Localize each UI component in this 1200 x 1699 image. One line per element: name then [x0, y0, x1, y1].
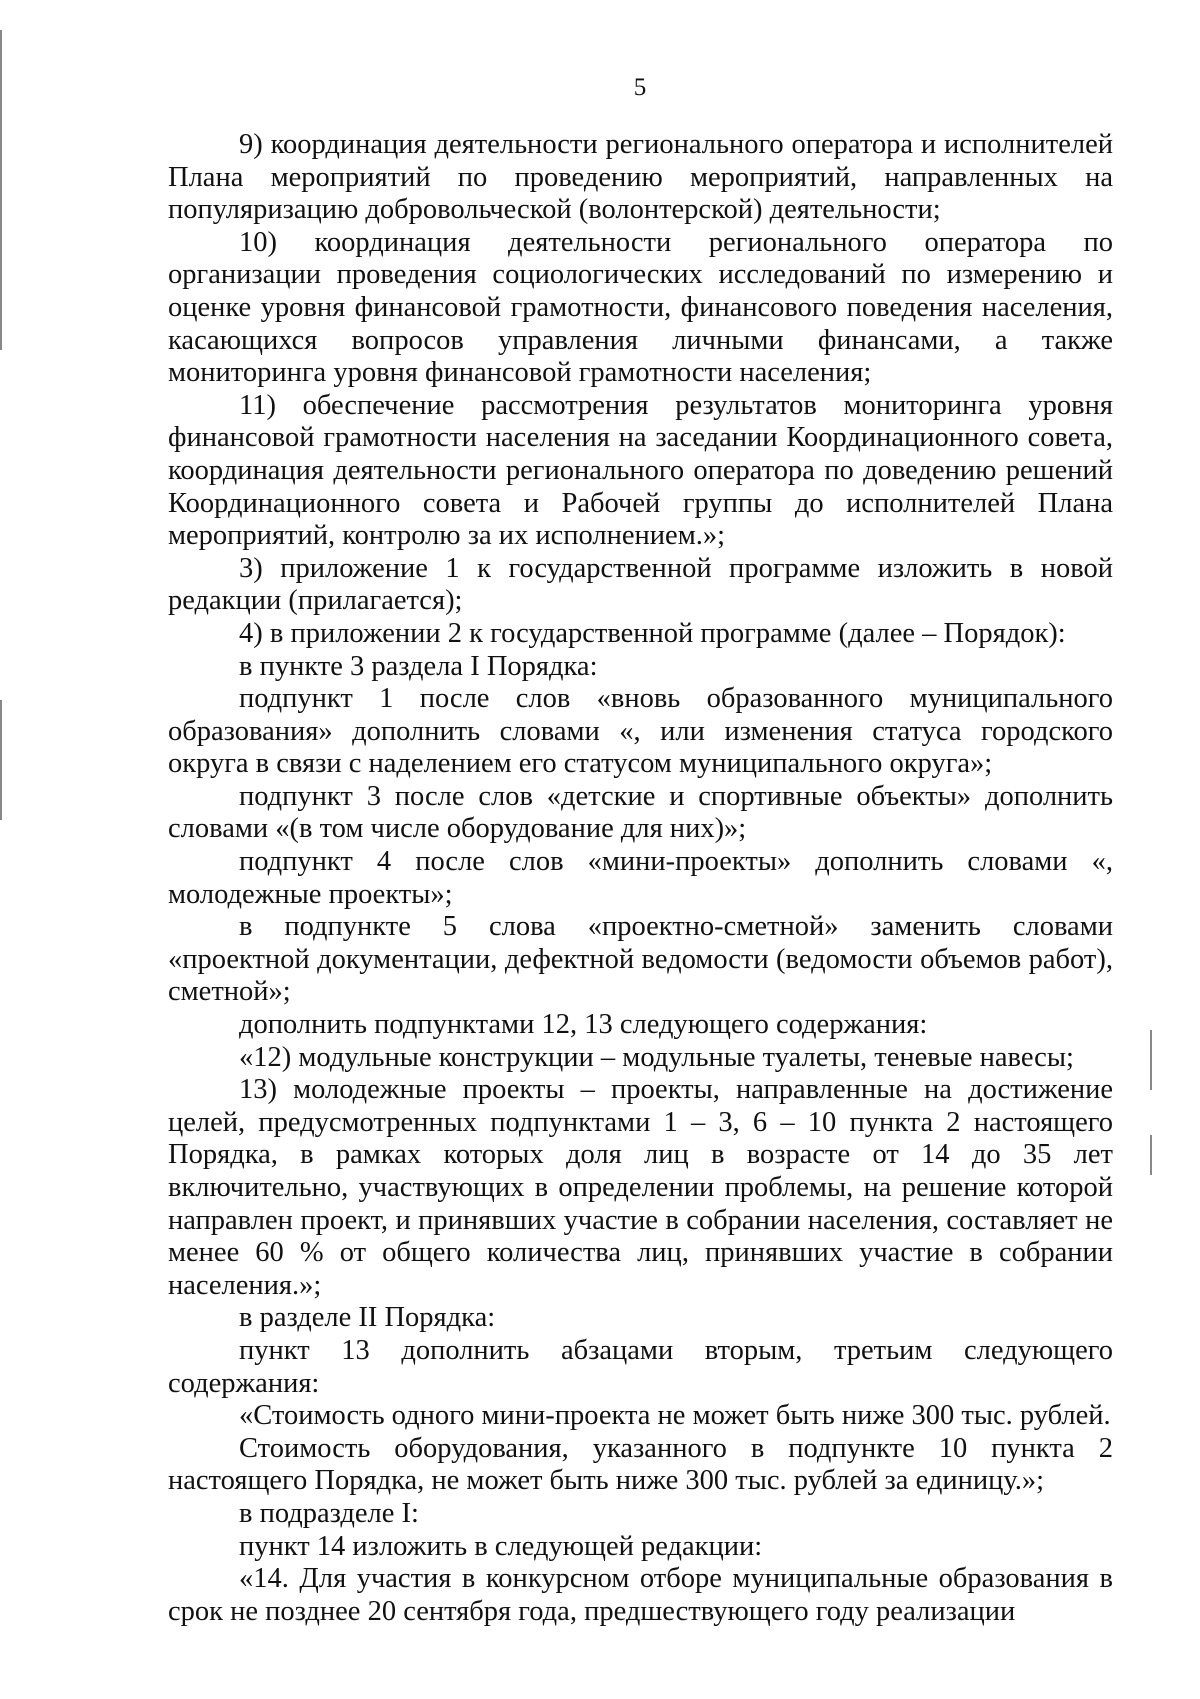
page-number: 5 — [633, 74, 647, 101]
paragraph: Стоимость оборудования, указанного в подпункте 10 пункта 2 настоящего Порядка, не может быть ниже 300 тыс. рублей за единицу.»; — [168, 1432, 1113, 1497]
paragraph: 11) обеспечение рассмотрения результатов мониторинга уровня финансовой грамотности населения на заседании Координационного совета, координация деятельности регионального оператора по доведению решений Координационного совета и Рабочей группы до исполнителей Плана мероприятий, контролю за их исполнением.»; — [168, 389, 1113, 552]
paragraph: «14. Для участия в конкурсном отборе муниципальные образования в срок не позднее 20 сентября года, предшествующего году реализации — [168, 1563, 1113, 1627]
paragraph: подпункт 4 после слов «мини-проекты» дополнить словами «, молодежные проекты»; — [168, 846, 1113, 910]
paragraph: «12) модульные конструкции – модульные туалеты, теневые навесы; — [239, 1041, 1074, 1073]
paragraph: в подразделе I: — [239, 1497, 419, 1529]
paragraph: подпункт 3 после слов «детские и спортивные объекты» дополнить словами «(в том числе оборудование для них)»; — [168, 780, 1113, 845]
paragraph: дополнить подпунктами 12, 13 следующего содержания: — [239, 1009, 928, 1041]
paragraph: 9) координация деятельности регионального оператора и исполнителей Плана мероприятий по проведению мероприятий, направленных на популяризацию добровольческой (волонтерской) деятельности; — [168, 129, 1113, 226]
paragraph: пункт 13 дополнить абзацами вторым, третьим следующего содержания: — [168, 1334, 1113, 1399]
paragraph: «Стоимость одного мини-проекта не может быть ниже 300 тыс. рублей. — [239, 1400, 1111, 1432]
paragraph: 13) молодежные проекты – проекты, направленные на достижение целей, предусмотренных подпунктами 1 – 3, 6 – 10 пункта 2 настоящего Порядка, в рамках которых доля лиц в возрасте от 14 до 35 лет включительно, участвующих в определении проблемы, на решение которой направлен проект, и принявших участие в собрании населения, составляет не менее 60 % от общего количества лиц, принявших участие в собрании населения.»; — [168, 1074, 1113, 1301]
paragraph: пункт 14 изложить в следующей редакции: — [239, 1530, 763, 1562]
scan-edge-mark — [1150, 1030, 1152, 1090]
paragraph: в пункте 3 раздела I Порядка: — [239, 650, 598, 682]
paragraph: 3) приложение 1 к государственной программе изложить в новой редакции (прилагается); — [168, 552, 1113, 617]
paragraph: в подпункте 5 слова «проектно-сметной» заменить словами «проектной документации, дефектной ведомости (ведомости объемов работ), сметной»; — [168, 911, 1113, 1008]
document-body — [168, 129, 1113, 1628]
paragraph: 4) в приложении 2 к государственной программе (далее – Порядок): — [239, 617, 1066, 649]
paragraph: в разделе II Порядка: — [239, 1302, 496, 1334]
paragraph: 10) координация деятельности регионального оператора по организации проведения социологических исследований по измерению и оценке уровня финансовой грамотности, финансового поведения населения, касающихся вопросов управления личными финансами, а также мониторинга уровня финансовой грамотности населения; — [168, 226, 1113, 389]
scan-edge-mark — [1150, 1135, 1152, 1175]
paragraph: подпункт 1 после слов «вновь образованного муниципального образования» дополнить словами «, или изменения статуса городского округа в связи с наделением его статусом муниципального округа»; — [168, 683, 1113, 780]
scan-edge-mark — [0, 700, 2, 820]
